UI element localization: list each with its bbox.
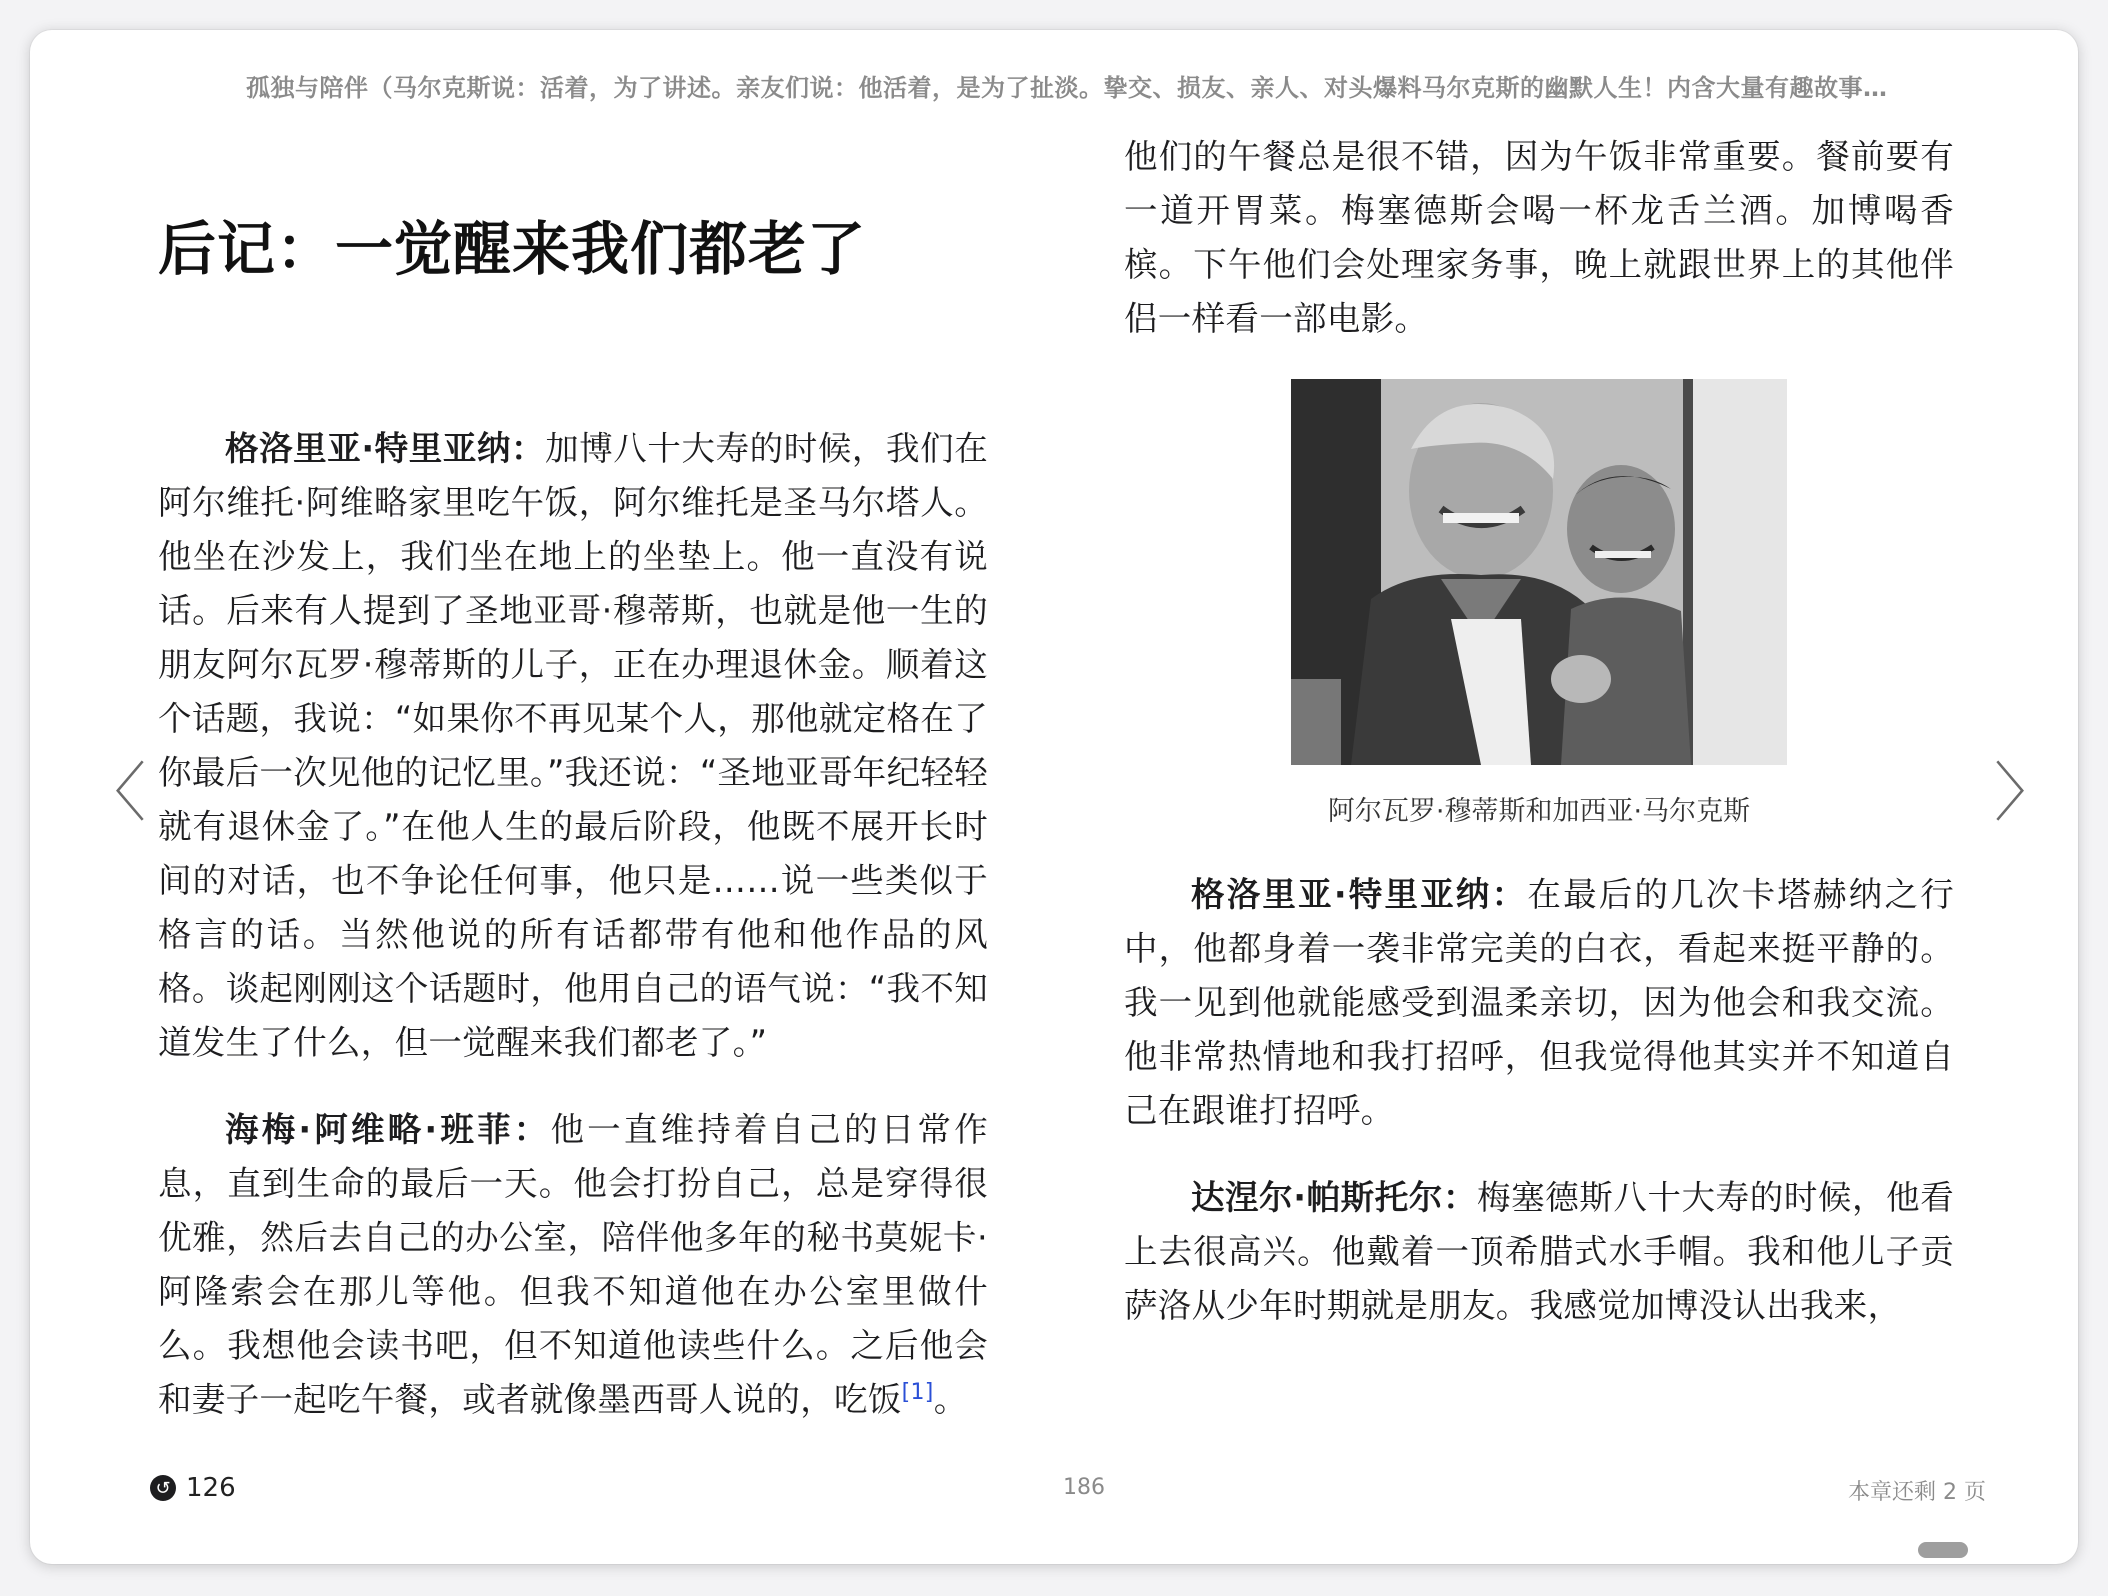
- reader-window: [30, 30, 2078, 1564]
- back-page-number: 126: [186, 1473, 236, 1503]
- chapter-remaining: 本章还剩 2 页: [1848, 1480, 1986, 1505]
- scroll-indicator[interactable]: [1918, 1542, 1968, 1558]
- left-page: [158, 160, 988, 1460]
- footnote-link[interactable]: [1]: [901, 1379, 934, 1405]
- paragraph: [1124, 868, 1954, 1138]
- page-number: 186: [1063, 1475, 1105, 1500]
- paragraph: [158, 422, 988, 1070]
- speaker-name: 格洛里亚·特里亚纳：: [225, 429, 546, 468]
- paragraph-tail: 。: [933, 1380, 968, 1419]
- paragraph-text: 加博八十大寿的时候，我们在阿尔维托·阿维略家里吃午饭，阿尔维托是圣马尔塔人。他坐在沙发上，我们坐在地上的坐垫上。他一直没有说话。后来有人提到了圣地亚哥·穆蒂斯，也就是他一生的朋友阿尔瓦罗·穆蒂斯的儿子，正在办理退休金。顺着这个话题，我说：“如果你不再见某个人，那他就定格在了你最后一次见他的记忆里。”我还说：“圣地亚哥年纪轻轻就有退休金了。”在他人生的最后阶段，他既不展开长时间的对话，也不争论任何事，他只是……说一些类似于格言的话。当然他说的所有话都带有他和他作品的风格。谈起刚刚这个话题时，他用自己的语气说：“我不知道发生了什么，但一觉醒来我们都老了。”: [158, 429, 988, 1062]
- photo-caption: 阿尔瓦罗·穆蒂斯和加西亚·马尔克斯: [1327, 796, 1751, 827]
- paragraph-text: 他一直维持着自己的日常作息，直到生命的最后一天。他会打扮自己，总是穿得很优雅，然后去自己的办公室，陪伴他多年的秘书莫妮卡·阿隆索会在那儿等他。但我不知道他在办公室里做什么。我想他会读书吧，但不知道他读些什么。之后他会和妻子一起吃午餐，或者就像墨西哥人说的，吃饭: [158, 1110, 989, 1419]
- paragraph: [158, 1103, 988, 1427]
- next-page-chevron-icon[interactable]: 〉: [1994, 757, 2058, 831]
- back-to-page-button[interactable]: [150, 1473, 236, 1503]
- speaker-name: 格洛里亚·特里亚纳：: [1191, 875, 1528, 914]
- photo-figure: [1124, 379, 1954, 769]
- right-page: [1124, 130, 1954, 1366]
- continued-paragraph: 他们的午餐总是很不错，因为午饭非常重要。餐前要有一道开胃菜。梅塞德斯会喝一杯龙舌兰酒。加博喝香槟。下午他们会处理家务事，晚上就跟世界上的其他伴侣一样看一部电影。: [1124, 137, 1954, 338]
- book-title: 孤独与陪伴（马尔克斯说：活着，为了讲述。亲友们说：他活着，是为了扯淡。挚交、损友、亲人、对头爆料马尔克斯的幽默人生！内含大量有趣故事…: [246, 74, 1888, 102]
- prev-page-chevron-icon[interactable]: 〈: [82, 757, 146, 831]
- portrait-photo[interactable]: [1291, 379, 1787, 765]
- back-arrow-icon: ↺: [150, 1475, 176, 1501]
- speaker-name: 达涅尔·帕斯托尔：: [1191, 1178, 1478, 1217]
- speaker-name: 海梅·阿维略·班菲：: [225, 1110, 551, 1149]
- paragraph-text: 在最后的几次卡塔赫纳之行中，他都身着一袭非常完美的白衣，看起来挺平静的。我一见到他就能感受到温柔亲切，因为他会和我交流。他非常热情地和我打招呼，但我觉得他其实并不知道自己在跟谁打招呼。: [1124, 875, 1954, 1130]
- chapter-title: 后记：一觉醒来我们都老了: [158, 215, 867, 283]
- paragraph: [1124, 1171, 1954, 1333]
- paragraph-text: 梅塞德斯八十大寿的时候，他看上去很高兴。他戴着一顶希腊式水手帽。我和他儿子贡萨洛从少年时期就是朋友。我感觉加博没认出我来，: [1124, 1178, 1954, 1325]
